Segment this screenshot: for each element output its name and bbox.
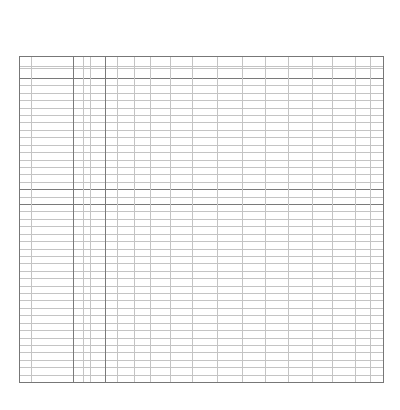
table-row-line (20, 352, 383, 353)
table-column-line (332, 57, 333, 382)
table-row-line (20, 367, 383, 368)
table-row-line (20, 308, 383, 309)
table-row-line (20, 315, 383, 316)
table-row-line (20, 375, 383, 376)
table-column-line (242, 57, 243, 382)
table-column-line (217, 57, 218, 382)
table-row-line (20, 338, 383, 339)
table-row-line (20, 130, 383, 131)
table-column-line (90, 57, 91, 382)
table-column-line (192, 57, 193, 382)
table-row-line (20, 122, 383, 123)
header-divider (20, 78, 383, 79)
table-row-line (20, 93, 383, 94)
table-row-line (20, 152, 383, 153)
table-row-line (20, 85, 383, 86)
table-row-line (20, 263, 383, 264)
table-row-line (20, 115, 383, 116)
table-row-line (20, 167, 383, 168)
table-row-line (20, 189, 383, 190)
table-row-line (20, 271, 383, 272)
table-column-line (31, 57, 32, 382)
table-column-line (170, 57, 171, 382)
table-row-line (20, 300, 383, 301)
table-row-line (20, 174, 383, 175)
table-row-line (20, 204, 383, 205)
table-row-line (20, 160, 383, 161)
table-row-line (20, 108, 383, 109)
table-row-line (20, 137, 383, 138)
table-column-line (83, 57, 84, 382)
table-column-line (150, 57, 151, 382)
table-column-line (73, 57, 74, 382)
table-row-line (20, 256, 383, 257)
table-row-line (20, 278, 383, 279)
table-row-line (20, 182, 383, 183)
table-row-line (20, 286, 383, 287)
quantity-price-table (19, 56, 384, 383)
table-column-line (134, 57, 135, 382)
header-subline (20, 68, 383, 69)
table-row-line (20, 219, 383, 220)
table-column-line (370, 57, 371, 382)
table-row-line (20, 197, 383, 198)
table-column-line (288, 57, 289, 382)
table-row-line (20, 234, 383, 235)
table-column-line (265, 57, 266, 382)
table-column-line (312, 57, 313, 382)
table-row-line (20, 211, 383, 212)
table-column-line (105, 57, 106, 382)
table-row-line (20, 226, 383, 227)
table-column-line (355, 57, 356, 382)
table-column-line (117, 57, 118, 382)
table-row-line (20, 330, 383, 331)
table-row-line (20, 345, 383, 346)
table-row-line (20, 360, 383, 361)
table-row-line (20, 249, 383, 250)
table-row-line (20, 100, 383, 101)
table-row-line (20, 241, 383, 242)
table-row-line (20, 145, 383, 146)
table-row-line (20, 323, 383, 324)
table-row-line (20, 293, 383, 294)
